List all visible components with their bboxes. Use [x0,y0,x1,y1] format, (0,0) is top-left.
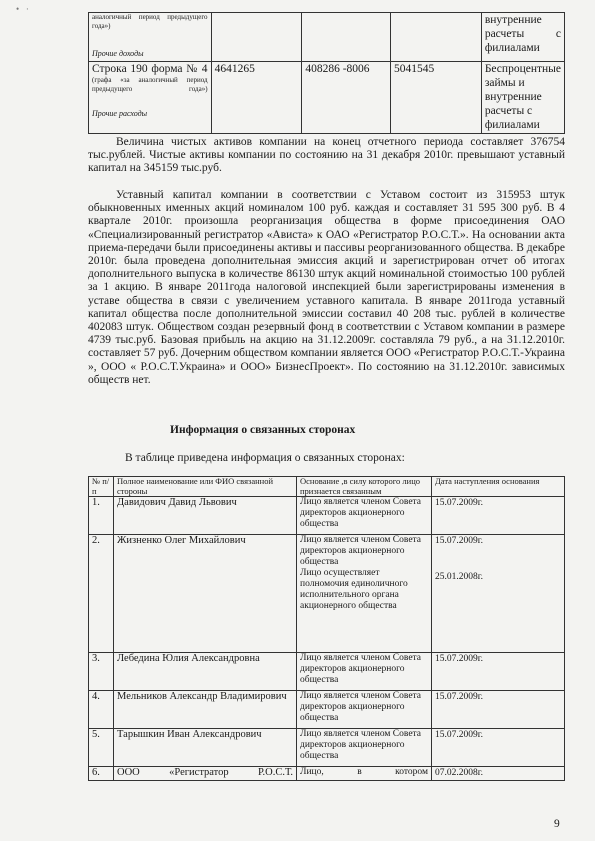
table-row [89,653,565,691]
table-row [89,729,565,767]
party-name: Жизненко Олег Михайлович [114,535,297,653]
note-text: внутренние расчеты с филиалами [484,14,561,54]
row-note [481,13,564,62]
table-row [89,691,565,729]
party-basis: Лицо является членом Совета директоров акционерного общества [297,653,432,691]
table-row [89,767,565,781]
capital-paragraph: Уставный капитал компании в соответствии с Уставом состоит из 315953 штук обыкновенных именных акций номиналом 100 руб. каждая и составляет 31 595 300 руб. В 4 квартале 2010г. произошла реорганизация общества в форме присоединения ОАО «Специализированный регистратор «Ависта» к ОАО «Регистратор Р.О.С.Т.». На основании акта приема-передачи были присоединены активы и пассивы реорганизованного общества. В декабре 2010г. была проведена дополнительная эмиссия акций и зарегистрирован отчет об итогах дополнительного выпуска в количестве 86130 штук акций номинальной стоимостью 100 рублей за 1 акцию. В январе 2011года налоговой инспекцией были зарегистрированы изменения в уставе общества в связи с увеличением уставного капитала. В январе 2011года уставный капитал общества после дополнительной эмиссии составил 40 208 тыс. рублей в количестве 402083 штук. Обществом создан резервный фонд в соответствии с Уставом компании в размере 4739 тыс.руб. Базовая прибыль на акцию на 31.12.2009г. составляла 79 руб., а на 31.12.2010г. составляет 57 руб. Дочерним обществом компании является ООО «Регистратор Р.О.С.Т.-Украина », ООО « Р.О.С.Т.Украина» и ООО» БизнесПроект». По состоянию на 31.12.2010г. зависимых обществ нет. [88,189,565,386]
party-date: 07.02.2008г. [432,767,565,781]
header-num: № п/п [89,477,114,497]
row-label-small: аналогичный период предыдущего года») [92,13,208,30]
table-cell [391,13,482,62]
party-date: 15.07.2009г. [435,536,483,546]
table-row [89,13,565,62]
table-cell [302,13,391,62]
page-number: 9 [554,818,560,830]
party-date-2: 25.01.2008г. [435,572,483,582]
header-name: Полное наименование или ФИО связанной стороны [114,477,297,497]
party-date: 15.07.2009г. [432,497,565,535]
table-row [89,62,565,134]
row-num: 3. [89,653,114,691]
party-basis: Лицо является членом Совета директоров акционерного общества [297,497,432,535]
party-basis: Лицо, в котором [297,767,432,781]
party-name: Давидович Давид Львович [114,497,297,535]
party-date: 15.07.2009г. [432,729,565,767]
row-label-italic: Прочие доходы [92,49,144,58]
party-name: Лебедина Юлия Александровна [114,653,297,691]
row-num: 5. [89,729,114,767]
row-num: 4. [89,691,114,729]
row-num: 6. [89,767,114,781]
table-cell: 5041545 [391,62,482,134]
related-parties-table [88,476,565,781]
net-assets-paragraph: Величина чистых активов компании на конец отчетного периода составляет 376754 тыс.рублей. Чистые активы компании по состоянию на 31 декабря 2010г. превышают уставный капитал на 345159 тыс.руб. [88,136,565,175]
table-row [89,535,565,653]
party-basis-2: Лицо осуществляет полномочия единоличного исполнительного органа акционерного общества [300,568,408,611]
party-basis: Лицо является членом Совета директоров акционерного общества [300,535,422,567]
table-row [89,497,565,535]
party-name: ООО «Регистратор Р.О.С.Т. [114,767,297,781]
table-cell [211,13,302,62]
party-name: Тарышкин Иван Александрович [114,729,297,767]
financial-table [88,12,565,134]
section-title: Информация о связанных сторонах [170,424,356,436]
header-date: Дата наступления основания [432,477,565,497]
party-date: 15.07.2009г. [432,653,565,691]
party-basis: Лицо является членом Совета директоров акционерного общества [297,691,432,729]
party-name: Мельников Александр Владимирович [117,691,287,702]
row-note [481,62,564,134]
table-cell: 408286 -8006 [302,62,391,134]
scan-mark: • · [16,4,29,14]
note-text: Беспроцентные займы и внутренние расчеты с филиалами [484,63,561,131]
table-cell: 4641265 [211,62,302,134]
row-num: 1. [89,497,114,535]
party-basis: Лицо является членом Совета директоров акционерного общества [297,729,432,767]
party-date: 15.07.2009г. [432,691,565,729]
row-label-small: (графа «за аналогичный период предыдущего года») [92,76,208,93]
table-intro: В таблице приведена информация о связанных сторонах: [125,452,405,464]
row-num: 2. [89,535,114,653]
table-header-row [89,477,565,497]
row-label-main: Строка 190 форма № 4 [92,63,208,75]
row-label-italic: Прочие расходы [92,109,148,118]
header-basis: Основание ,в силу которого лицо признается связанным [297,477,432,497]
